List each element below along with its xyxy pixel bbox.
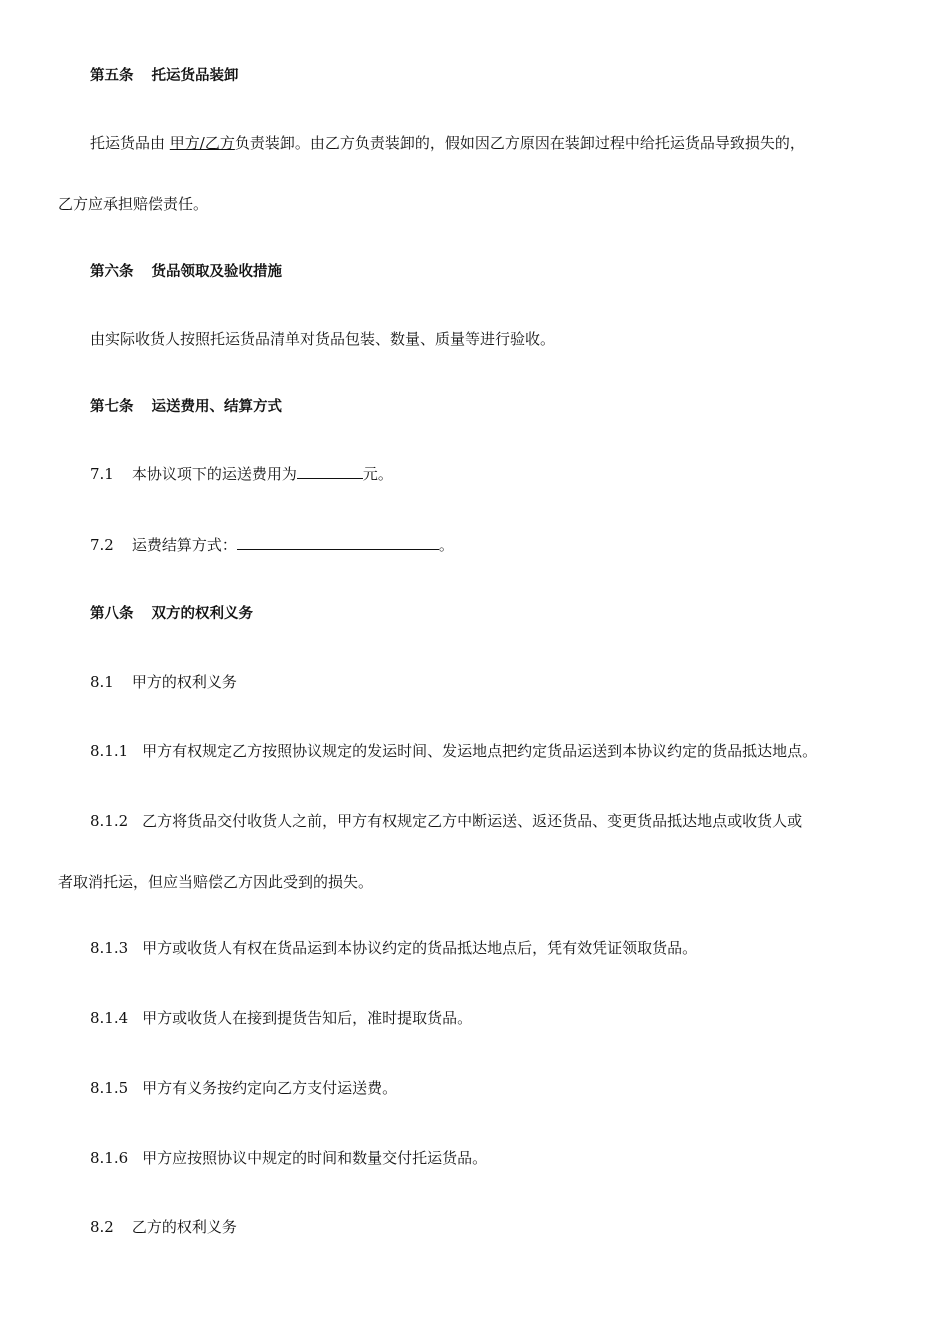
clause-number: 8.1.3 — [90, 939, 129, 957]
clause-text: 甲方有义务按约定向乙方支付运送费。 — [142, 1079, 398, 1097]
clause-text: 甲方有权规定乙方按照协议规定的发运时间、发运地点把约定货品运送到本协议约定的货品抵达地点。 — [142, 742, 818, 760]
clause-text: 乙方的权利义务 — [131, 1218, 237, 1236]
paragraph: 由实际收货人按照托运货品清单对货品包装、数量、质量等进行验收。 — [90, 330, 556, 348]
clause-text: 甲方或收货人有权在货品运到本协议约定的货品抵达地点后，凭有效凭证领取货品。 — [142, 939, 698, 957]
article-6-heading — [90, 262, 282, 282]
paragraph — [90, 133, 805, 153]
article-title: 运送费用、结算方式 — [151, 399, 282, 415]
clause-text: 运费结算方式： — [131, 536, 237, 554]
clause-text: 甲方或收货人在接到提货告知后，准时提取货品。 — [142, 1009, 473, 1027]
fill-in-blank — [237, 535, 439, 550]
clause-text: 本协议项下的运送费用为 — [131, 465, 297, 483]
clause-text: 甲方的权利义务 — [131, 673, 237, 691]
article-7-heading — [90, 397, 282, 417]
clause-7-2 — [90, 535, 454, 555]
text: 托运货品由 — [90, 134, 170, 152]
text: 负责装卸。由乙方负责装卸的，假如因乙方原因在装卸过程中给托运货品导致损失的， — [234, 134, 805, 152]
article-title: 货品领取及验收措施 — [151, 264, 282, 280]
clause-number: 8.1.4 — [90, 1009, 129, 1027]
clause-8-1-1 — [90, 741, 817, 761]
clause-text: 甲方应按照协议中规定的时间和数量交付托运货品。 — [142, 1149, 488, 1167]
article-number: 第七条 — [90, 399, 134, 415]
article-8-heading — [90, 604, 253, 624]
article-number: 第五条 — [90, 68, 134, 84]
clause-8-2 — [90, 1217, 237, 1237]
fill-in-blank — [297, 464, 363, 479]
clause-8-1-5 — [90, 1078, 397, 1098]
clause-continuation: 者取消托运，但应当赔偿乙方因此受到的损失。 — [58, 873, 374, 891]
clause-7-1 — [90, 464, 393, 484]
clause-8-1-3 — [90, 938, 697, 958]
clause-text: 乙方将货品交付收货人之前，甲方有权规定乙方中断运送、返还货品、变更货品抵达地点或收货人或 — [142, 812, 803, 830]
clause-number: 8.1.2 — [90, 812, 129, 830]
article-title: 双方的权利义务 — [151, 606, 253, 622]
clause-number: 7.2 — [90, 536, 114, 554]
article-5-heading — [90, 66, 239, 86]
article-number: 第六条 — [90, 264, 134, 280]
clause-8-1-6 — [90, 1148, 487, 1168]
clause-text-end: 元。 — [362, 465, 393, 483]
clause-number: 8.1.1 — [90, 742, 129, 760]
clause-number: 7.1 — [90, 465, 114, 483]
clause-number: 8.1 — [90, 673, 114, 691]
clause-number: 8.1.6 — [90, 1149, 129, 1167]
article-title: 托运货品装卸 — [151, 68, 239, 84]
clause-number: 8.2 — [90, 1218, 114, 1236]
underlined-option: 甲方/乙方 — [169, 134, 235, 152]
clause-8-1-4 — [90, 1008, 472, 1028]
clause-text-end: 。 — [438, 536, 454, 554]
clause-8-1-2 — [90, 811, 802, 831]
paragraph-continuation: 乙方应承担赔偿责任。 — [58, 195, 209, 213]
article-number: 第八条 — [90, 606, 134, 622]
clause-number: 8.1.5 — [90, 1079, 129, 1097]
clause-8-1 — [90, 672, 237, 692]
